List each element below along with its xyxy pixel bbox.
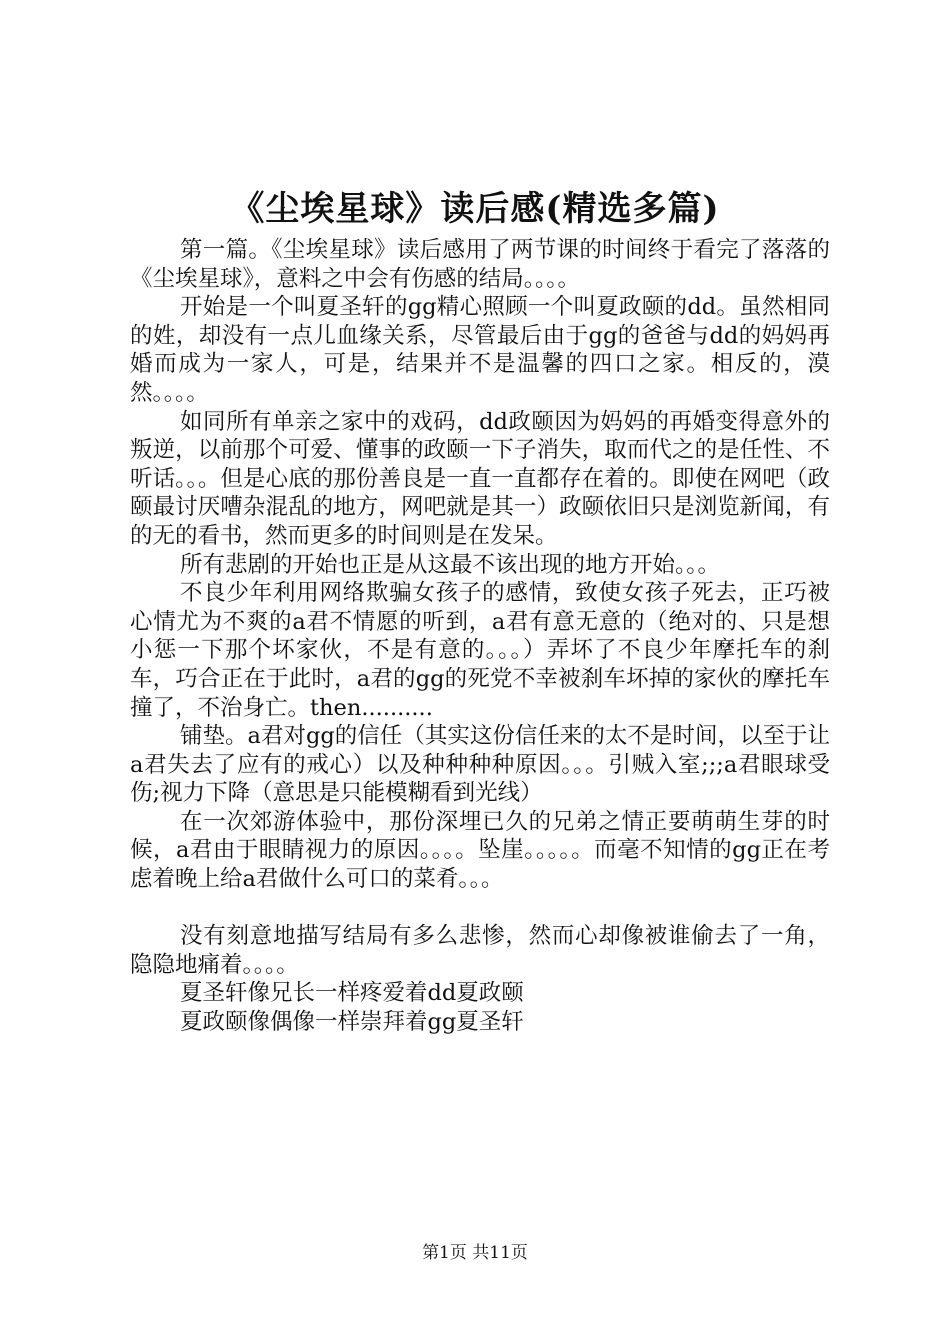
paragraph: 开始是一个叫夏圣轩的gg精心照顾一个叫夏政颐的dd。虽然相同的姓，却没有一点儿血缘关系，尽管最后由于gg的爸爸与dd的妈妈再婚而成为一家人，可是，结果并不是温馨的四口之家。相反的，漠然。。。。 — [130, 294, 830, 406]
document-title: 《尘埃星球》读后感(精选多篇) — [230, 189, 720, 229]
page-number-footer: 第1页 共11页 — [422, 1243, 528, 1263]
paragraph: 没有刻意地描写结局有多么悲惨，然而心却像被谁偷去了一角，隐隐地痛着。。。。 — [130, 923, 830, 978]
paragraph: 第一篇。《尘埃星球》读后感用了两节课的时间终于看完了落落的《尘埃星球》，意料之中会有伤感的结局。。。。 — [130, 237, 830, 292]
paragraph: 夏圣轩像兄长一样疼爱着dd夏政颐 — [180, 980, 524, 1007]
document-body — [130, 236, 830, 1037]
paragraph: 夏政颐像偶像一样崇拜着gg夏圣轩 — [180, 1009, 524, 1036]
paragraph: 所有悲剧的开始也正是从这最不该出现的地方开始。。。 — [180, 551, 721, 578]
paragraph: 在一次郊游体验中，那份深埋已久的兄弟之情正要萌萌生芽的时候，a君由于眼睛视力的原因。。。。坠崖。。。。。而毫不知情的gg正在考虑着晚上给a君做什么可口的菜肴。。。 — [130, 808, 830, 893]
paragraph: 如同所有单亲之家中的戏码，dd政颐因为妈妈的再婚变得意外的叛逆，以前那个可爱、懂事的政颐一下子消失，取而代之的是任性、不听话。。。但是心底的那份善良是一直一直都存在着的。即使在网吧（政颐最讨厌嘈杂混乱的地方，网吧就是其一）政颐依旧只是浏览新闻，有的无的看书，然而更多的时间则是在发呆。 — [130, 408, 830, 549]
paragraph: 铺垫。a君对gg的信任（其实这份信任来的太不是时间，以至于让a君失去了应有的戒心）以及种种种种原因。。。引贼入室;;;a君眼球受伤;视力下降（意思是只能模糊看到光线） — [130, 723, 830, 807]
paragraph: 不良少年利用网络欺骗女孩子的感情，致使女孩子死去，正巧被心情尤为不爽的a君不情愿的听到，a君有意无意的（绝对的、只是想小惩一下那个坏家伙，不是有意的。。。）弄坏了不良少年摩托车的刹车，巧合正在于此时，a君的gg的死党不幸被刹车坏掉的家伙的摩托车撞了，不治身亡。then.......... — [130, 580, 830, 721]
blank-line — [130, 894, 830, 923]
